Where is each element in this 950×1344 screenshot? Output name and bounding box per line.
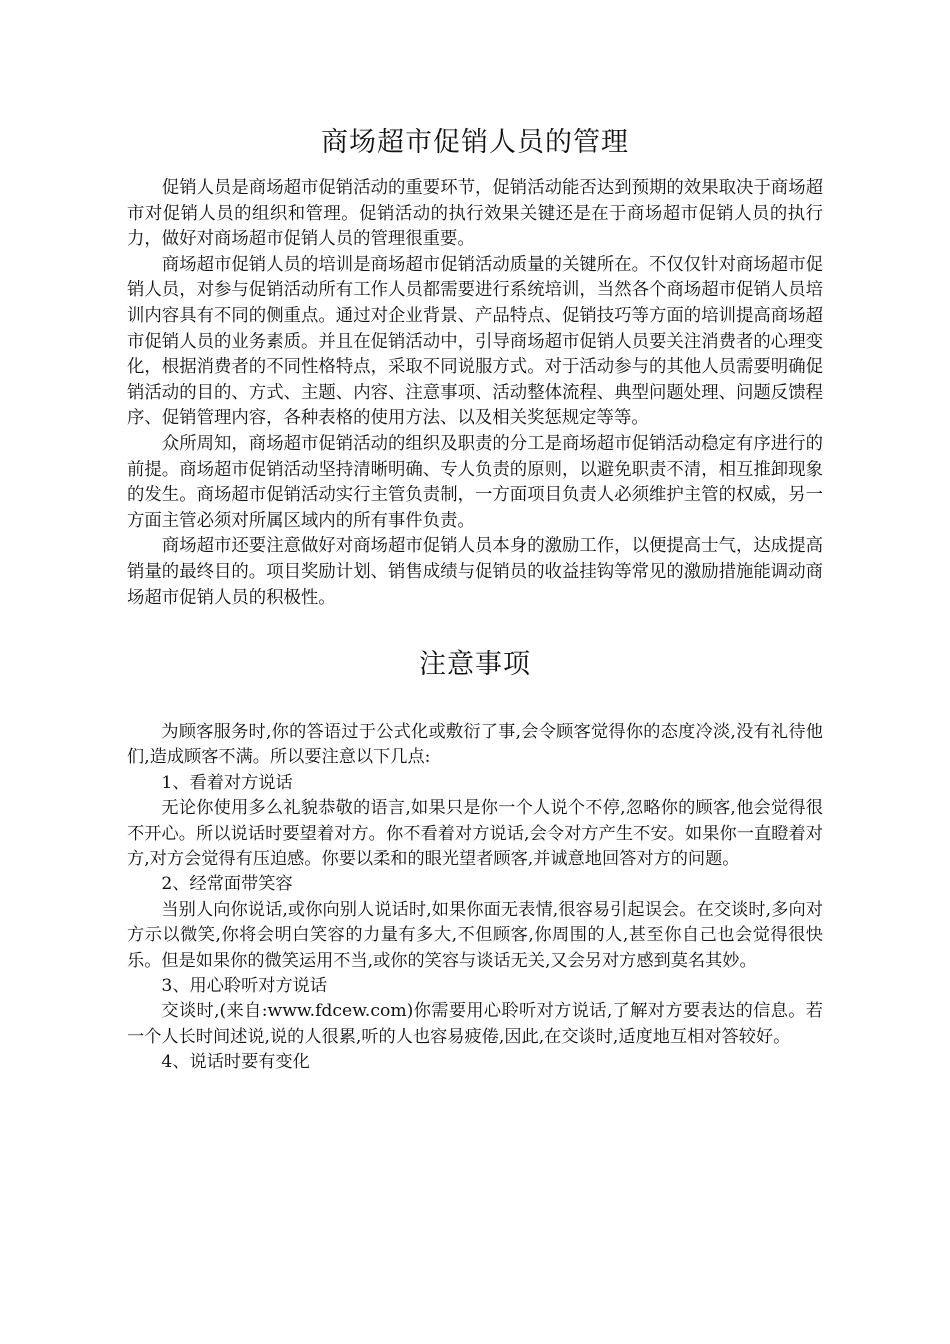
paragraph: 商场超市促销人员的培训是商场超市促销活动质量的关键所在。不仅仅针对商场超市促销人员，对参与促销活动所有工作人员都需要进行系统培训，当然各个商场超市促销人员培训内容具有不同的侧重点。通过对企业背景、产品特点、促销技巧等方面的培训提高商场超市促销人员的业务素质。并且在促销活动中，引导商场超市促销人员要关注消费者的心理变化，根据消费者的不同性格特点，采取不同说服方式。对于活动参与的其他人员需要明确促销活动的目的、方式、主题、内容、注意事项、活动整体流程、典型问题处理、问题反馈程序、促销管理内容，各种表格的使用方法、以及相关奖惩规定等等。 [127,254,823,429]
note-heading: 2、经常面带笑容 [161,874,293,895]
note-heading: 1、看着对方说话 [161,772,293,793]
paragraph: 众所周知，商场超市促销活动的组织及职责的分工是商场超市促销活动稳定有序进行的前提。商场超市促销活动坚持清晰明确、专人负责的原则，以避免职责不清，相互推卸现象的发生。商场超市促销活动实行主管负责制，一方面项目负责人必须维护主管的权威，另一方面主管必须对所属区域内的所有事件负责。 [127,433,823,531]
note-heading: 3、用心聆听对方说话 [161,976,328,997]
management-section [127,176,823,611]
note-body: 交谈时,(来自:www.fdcew.com)你需要用心聆听对方说话,了解对方要表达的信息。若一个人长时间述说,说的人很累,听的人也容易疲倦,因此,在交谈时,适度地互相对答较好。 [127,1001,823,1047]
note-heading: 4、说话时要有变化 [161,1052,310,1073]
paragraph: 促销人员是商场超市促销活动的重要环节，促销活动能否达到预期的效果取决于商场超市对促销人员的组织和管理。促销活动的执行效果关键还是在于商场超市促销人员的执行力，做好对商场超市促销人员的管理很重要。 [127,178,823,250]
note-body: 无论你使用多么礼貌恭敬的语言,如果只是你一个人说个不停,忽略你的顾客,他会觉得很不开心。所以说话时要望着对方。你不看着对方说话,会令对方产生不安。如果你一直瞪着对方,对方会觉得有压迫感。你要以柔和的眼光望者顾客,并诚意地回答对方的问题。 [127,798,823,870]
notes-intro: 为顾客服务时,你的答语过于公式化或敷衍了事,会令顾客觉得你的态度冷淡,没有礼待他们,造成顾客不满。所以要注意以下几点: [127,722,823,768]
page-title: 商场超市促销人员的管理 [321,127,629,158]
section-title: 注意事项 [419,649,531,680]
note-body: 当别人向你说话,或你向别人说话时,如果你面无表情,很容易引起误会。在交谈时,多向对方示以微笑,你将会明白笑容的力量有多大,不但顾客,你周围的人,甚至你自己也会觉得很快乐。但是如果你的微笑运用不当,或你的笑容与谈话无关,又会另对方感到莫名其妙。 [127,899,823,971]
paragraph: 商场超市还要注意做好对商场超市促销人员本身的激励工作，以便提高士气，达成提高销量的最终目的。项目奖励计划、销售成绩与促销员的收益挂钩等常见的激励措施能调动商场超市促销人员的积极性。 [127,536,823,608]
notes-section [127,720,823,1076]
